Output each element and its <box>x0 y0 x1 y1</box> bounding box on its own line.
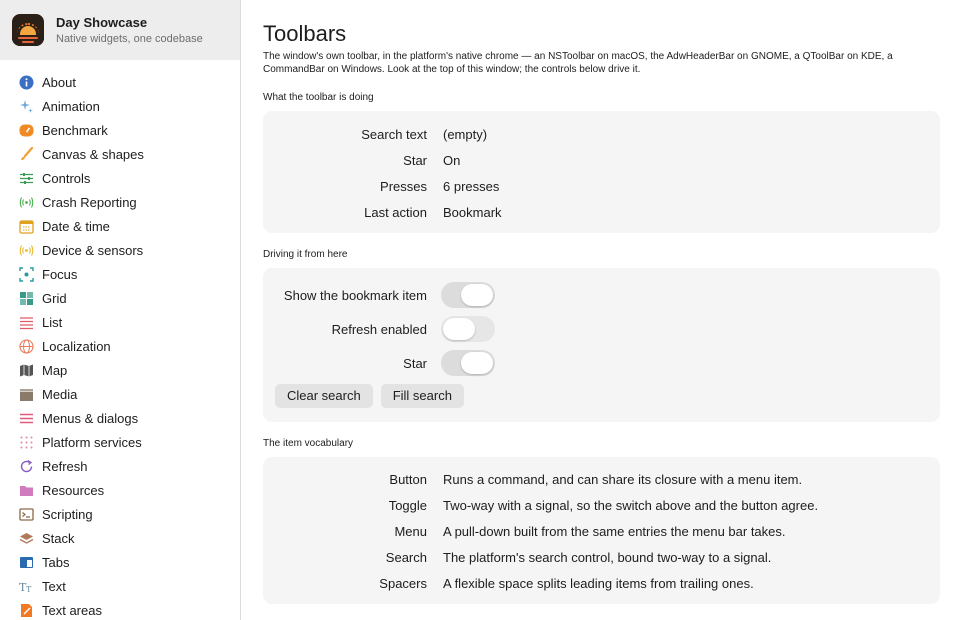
sidebar-item-scripting[interactable] <box>0 502 240 526</box>
vocab-card <box>263 457 940 604</box>
vocab-value: Runs a command, and can share its closure with a menu item. <box>443 471 803 487</box>
menu-icon <box>19 411 34 426</box>
vocab-row <box>263 518 940 544</box>
refresh-enabled-switch[interactable] <box>441 316 495 342</box>
sidebar-item-label: Text <box>42 578 66 594</box>
folder-icon <box>19 483 34 498</box>
focus-icon <box>19 267 34 282</box>
sidebar-item-label: Focus <box>42 266 78 282</box>
sidebar-item-text-areas[interactable] <box>0 598 240 620</box>
sidebar-item-label: Date & time <box>42 218 110 234</box>
sidebar-item-benchmark[interactable] <box>0 118 240 142</box>
switch-knob <box>443 318 475 340</box>
sidebar-item-label: Localization <box>42 338 111 354</box>
map-icon <box>19 363 34 378</box>
status-card <box>263 111 940 233</box>
page-title: Toolbars <box>263 21 347 46</box>
sidebar-item-resources[interactable] <box>0 478 240 502</box>
sidebar-item-label: List <box>42 314 63 330</box>
sensor-icon <box>19 243 34 258</box>
vocab-value: Two-way with a signal, so the switch above and the button agree. <box>443 497 819 513</box>
sidebar-item-label: Canvas & shapes <box>42 146 144 162</box>
calendar-icon <box>19 219 34 234</box>
sidebar-item-focus[interactable] <box>0 262 240 286</box>
vocab-value: The platform's search control, bound two-way to a signal. <box>443 549 772 565</box>
sidebar-item-tabs[interactable] <box>0 550 240 574</box>
edit-icon <box>19 603 34 618</box>
vocab-value: A pull-down built from the same entries the menu bar takes. <box>443 523 786 539</box>
status-section-label: What the toolbar is doing <box>263 92 374 103</box>
sidebar-item-label: Crash Reporting <box>42 194 137 210</box>
dots-grid-icon <box>19 435 34 450</box>
sidebar-item-animation[interactable] <box>0 94 240 118</box>
sidebar-item-localization[interactable] <box>0 334 240 358</box>
vocab-key: Menu <box>394 523 427 539</box>
vocab-row <box>263 492 940 518</box>
sidebar-item-label: Scripting <box>42 506 93 522</box>
page-description: The window's own toolbar, in the platform's native chrome — an NSToolbar on macOS, the AdwHeaderBar on GNOME, a QToolBar on KDE, a CommandBar on Windows. Look at the top of this window; the controls below drive it. <box>263 51 893 75</box>
sidebar-item-controls[interactable] <box>0 166 240 190</box>
app-header <box>0 0 240 60</box>
clear-search-button[interactable]: Clear search <box>275 384 373 408</box>
vocab-row <box>263 570 940 596</box>
sidebar-nav <box>0 60 240 620</box>
sidebar-item-label: Text areas <box>42 602 102 618</box>
status-value: On <box>443 152 461 168</box>
sliders-icon <box>19 171 34 186</box>
clapper-icon <box>19 387 34 402</box>
svg-text:T: T <box>26 584 32 594</box>
toggle-label: Refresh enabled <box>331 321 427 337</box>
status-row <box>263 173 940 199</box>
vocab-value: A flexible space splits leading items from trailing ones. <box>443 575 754 591</box>
drive-section-label: Driving it from here <box>263 249 348 260</box>
sidebar-item-grid[interactable] <box>0 286 240 310</box>
vocab-key: Search <box>385 549 427 565</box>
sidebar-item-label: Refresh <box>42 458 88 474</box>
refresh-icon <box>19 459 34 474</box>
text-icon <box>19 579 34 594</box>
toggle-row-bookmark <box>263 278 940 312</box>
button-row <box>263 384 940 408</box>
status-key: Presses <box>380 178 427 194</box>
sidebar-item-label: Device & sensors <box>42 242 144 258</box>
layers-icon <box>19 531 34 546</box>
globe-icon <box>19 339 34 354</box>
vocab-key: Button <box>389 471 427 487</box>
gauge-icon <box>19 123 34 138</box>
show-bookmark-switch[interactable] <box>441 282 495 308</box>
list-icon <box>19 315 34 330</box>
status-row <box>263 121 940 147</box>
broadcast-icon <box>19 195 34 210</box>
tabs-icon <box>19 555 34 570</box>
app-subtitle: Native widgets, one codebase <box>56 32 203 45</box>
switch-knob <box>461 352 493 374</box>
sidebar <box>0 0 241 620</box>
status-value: 6 presses <box>443 178 500 194</box>
sidebar-item-canvas-shapes[interactable] <box>0 142 240 166</box>
sidebar-item-platform-services[interactable] <box>0 430 240 454</box>
terminal-icon <box>19 507 34 522</box>
sidebar-item-label: Map <box>42 362 68 378</box>
vocab-key: Toggle <box>388 497 427 513</box>
status-key: Search text <box>361 126 427 142</box>
sidebar-item-crash-reporting[interactable] <box>0 190 240 214</box>
sidebar-item-list[interactable] <box>0 310 240 334</box>
vocab-section-label: The item vocabulary <box>263 438 354 449</box>
sidebar-item-label: Animation <box>42 98 100 114</box>
vocab-row <box>263 466 940 492</box>
toggle-label: Show the bookmark item <box>283 287 427 303</box>
brush-icon <box>19 147 34 162</box>
sidebar-item-stack[interactable] <box>0 526 240 550</box>
vocab-key: Spacers <box>379 575 427 591</box>
sidebar-item-label: Benchmark <box>42 122 108 138</box>
main-content <box>263 0 940 604</box>
sparkles-icon <box>19 99 34 114</box>
toggle-label: Star <box>403 355 427 371</box>
status-row <box>263 147 940 173</box>
sidebar-item-label: About <box>42 74 76 90</box>
sidebar-item-label: Controls <box>42 170 91 186</box>
sidebar-item-label: Platform services <box>42 434 142 450</box>
toggle-row-star <box>263 346 940 380</box>
sunset-app-icon <box>12 14 44 46</box>
sidebar-item-refresh[interactable] <box>0 454 240 478</box>
sidebar-item-about[interactable] <box>0 70 240 94</box>
sidebar-item-label: Resources <box>42 482 105 498</box>
app-titles <box>56 15 203 46</box>
status-key: Last action <box>364 204 427 220</box>
sidebar-item-media[interactable] <box>0 382 240 406</box>
sidebar-item-label: Media <box>42 386 78 402</box>
sidebar-item-label: Menus & dialogs <box>42 410 139 426</box>
app-title: Day Showcase <box>56 14 148 30</box>
status-row <box>263 199 940 225</box>
sidebar-item-menus-dialogs[interactable] <box>0 406 240 430</box>
fill-search-button[interactable]: Fill search <box>381 384 464 408</box>
drive-card <box>263 268 940 422</box>
sidebar-item-label: Stack <box>42 530 75 546</box>
switch-knob <box>461 284 493 306</box>
svg-text:T: T <box>19 580 27 594</box>
sidebar-item-map[interactable] <box>0 358 240 382</box>
sidebar-item-label: Tabs <box>42 554 70 570</box>
vocab-row <box>263 544 940 570</box>
star-switch[interactable] <box>441 350 495 376</box>
grid-icon <box>19 291 34 306</box>
toggle-row-refresh <box>263 312 940 346</box>
status-key: Star <box>403 152 427 168</box>
info-icon <box>19 75 34 90</box>
sidebar-item-device-sensors[interactable] <box>0 238 240 262</box>
sidebar-item-text[interactable] <box>0 574 240 598</box>
status-value: Bookmark <box>443 204 502 220</box>
sidebar-item-date-time[interactable] <box>0 214 240 238</box>
status-value: (empty) <box>443 126 488 142</box>
sidebar-item-label: Grid <box>42 290 67 306</box>
